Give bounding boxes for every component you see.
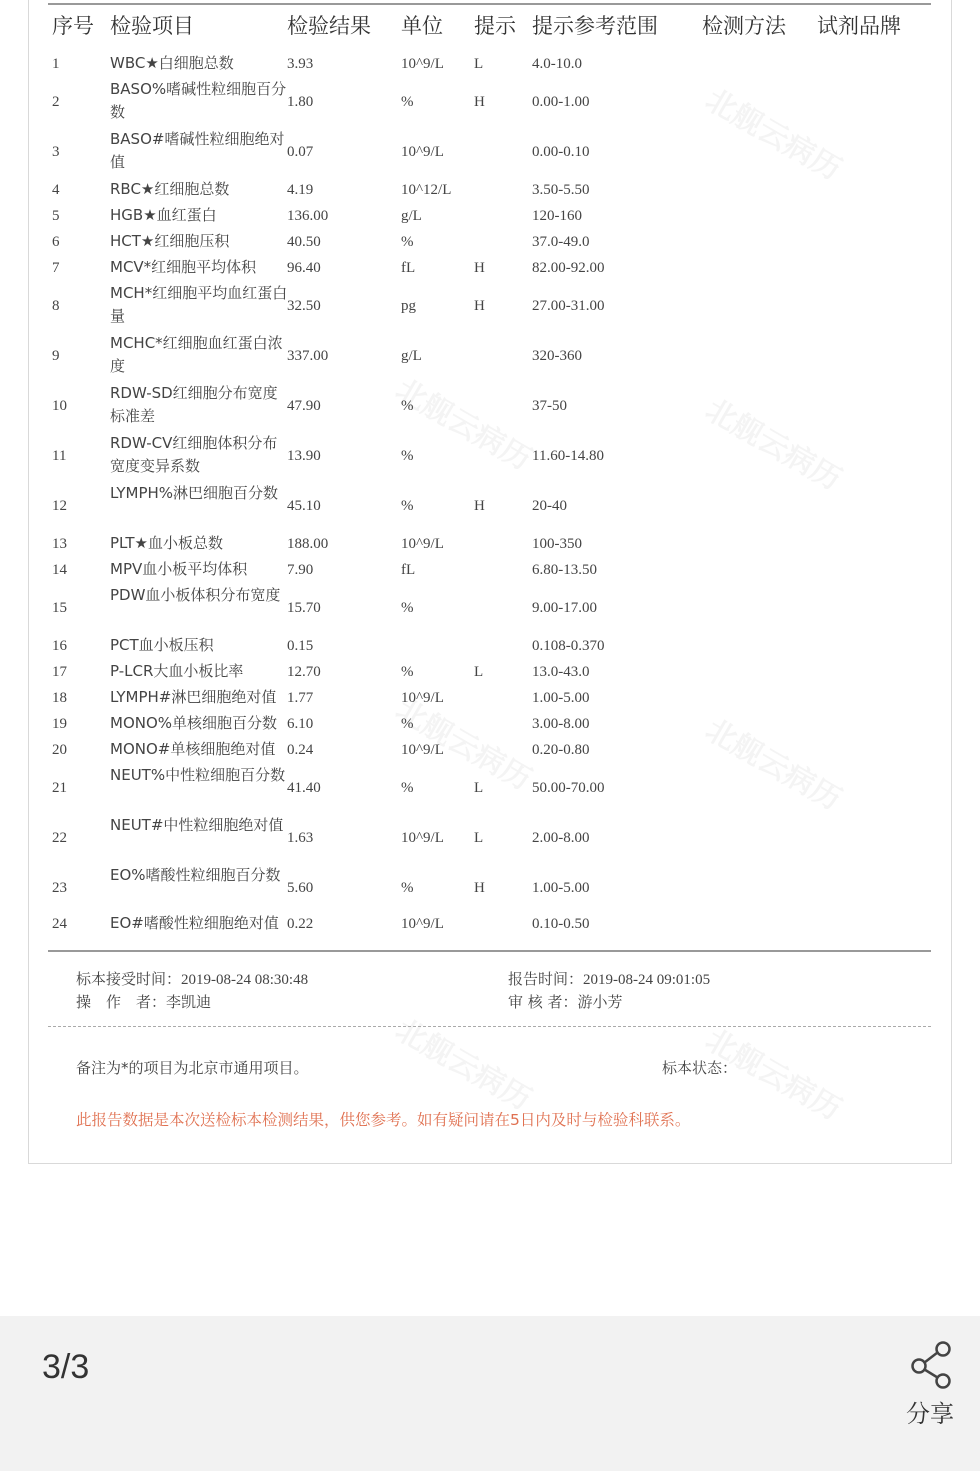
- row-result: 0.15: [287, 638, 314, 654]
- row-flag: L: [474, 830, 484, 846]
- table-row: [0, 686, 980, 710]
- row-range: 3.00-8.00: [532, 716, 590, 732]
- row-seq: 12: [52, 498, 67, 514]
- page-indicator: 3/3: [42, 1348, 90, 1386]
- report-time-line: [508, 968, 710, 989]
- table-row: [0, 204, 980, 228]
- row-item-name: MCH*红细胞平均血红蛋白量: [110, 284, 288, 325]
- row-range: 0.00-1.00: [532, 94, 590, 110]
- row-seq: 13: [52, 536, 67, 552]
- row-result: 1.80: [287, 94, 314, 110]
- receive-label: 标本接受时间：: [76, 970, 182, 988]
- row-result: 1.77: [287, 690, 314, 706]
- row-result: 12.70: [287, 664, 321, 680]
- table-row: [0, 382, 980, 432]
- table-bottom-rule: [48, 950, 931, 952]
- row-seq: 19: [52, 716, 67, 732]
- row-flag: L: [474, 780, 484, 796]
- row-result: 40.50: [287, 234, 321, 250]
- row-result: 5.60: [287, 880, 314, 896]
- row-range: 120-160: [532, 208, 582, 224]
- row-item-name: BASO%嗜碱性粒细胞百分数: [110, 80, 287, 121]
- row-unit: 10^9/L: [401, 56, 444, 72]
- table-row: [0, 230, 980, 254]
- row-range: 37.0-49.0: [532, 234, 590, 250]
- row-item-name: MONO#单核细胞绝对值: [110, 740, 276, 758]
- reviewer-name: 游小芳: [577, 993, 623, 1011]
- share-button[interactable]: [902, 1340, 962, 1394]
- row-unit: 10^9/L: [401, 144, 444, 160]
- row-item-name: EO#嗜酸性粒细胞绝对值: [110, 914, 279, 932]
- row-range: 11.60-14.80: [532, 448, 604, 464]
- row-flag: H: [474, 880, 485, 896]
- table-top-rule: [48, 3, 931, 5]
- row-flag: H: [474, 498, 485, 514]
- row-unit: 10^12/L: [401, 182, 452, 198]
- row-result: 13.90: [287, 448, 321, 464]
- row-result: 0.07: [287, 144, 314, 160]
- row-unit: fL: [401, 260, 416, 276]
- operator-line: [76, 991, 211, 1012]
- row-seq: 7: [52, 260, 60, 276]
- row-range: 0.108-0.370: [532, 638, 605, 654]
- row-seq: 1: [52, 56, 60, 72]
- row-result: 4.19: [287, 182, 314, 198]
- header-result: 检验结果: [287, 14, 371, 38]
- row-unit: %: [401, 600, 414, 616]
- row-seq: 17: [52, 664, 67, 680]
- remark-text: 备注为*的项目为北京市通用项目。: [76, 1059, 309, 1077]
- row-item-name: MPV血小板平均体积: [110, 560, 248, 578]
- row-seq: 24: [52, 916, 67, 932]
- receive-time: 2019-08-24 08:30:48: [181, 972, 309, 988]
- report-time: 2019-08-24 09:01:05: [583, 972, 711, 988]
- header-item: 检验项目: [110, 14, 194, 38]
- row-item-name: RDW-CV红细胞体积分布宽度变异系数: [110, 434, 278, 475]
- row-seq: 14: [52, 562, 67, 578]
- row-seq: 16: [52, 638, 67, 654]
- table-row: [0, 814, 980, 864]
- row-item-name: HGB★血红蛋白: [110, 206, 217, 224]
- header-flag: 提示: [474, 14, 516, 38]
- row-flag: H: [474, 298, 485, 314]
- row-unit: %: [401, 94, 414, 110]
- row-seq: 23: [52, 880, 67, 896]
- row-result: 45.10: [287, 498, 321, 514]
- row-seq: 15: [52, 600, 67, 616]
- table-row: [0, 660, 980, 684]
- bottom-toolbar: [0, 1316, 980, 1471]
- row-item-name: RBC★红细胞总数: [110, 180, 230, 198]
- row-unit: %: [401, 716, 414, 732]
- table-row: [0, 282, 980, 332]
- row-range: 1.00-5.00: [532, 690, 590, 706]
- row-range: 13.0-43.0: [532, 664, 590, 680]
- share-icon[interactable]: [908, 1375, 956, 1394]
- row-flag: H: [474, 94, 485, 110]
- share-label[interactable]: 分享: [906, 1400, 954, 1428]
- row-unit: g/L: [401, 208, 422, 224]
- row-item-name: PDW血小板体积分布宽度: [110, 586, 281, 604]
- row-result: 3.93: [287, 56, 314, 72]
- row-unit: pg: [401, 298, 416, 314]
- row-flag: L: [474, 56, 484, 72]
- row-seq: 20: [52, 742, 67, 758]
- table-row: [0, 332, 980, 382]
- reviewer-line: [508, 991, 623, 1012]
- row-result: 96.40: [287, 260, 321, 276]
- row-range: 320-360: [532, 348, 582, 364]
- report-label: 报告时间：: [508, 970, 584, 988]
- row-item-name: RDW-SD红细胞分布宽度标准差: [110, 384, 278, 425]
- row-unit: fL: [401, 562, 416, 578]
- row-item-name: WBC★白细胞总数: [110, 54, 234, 72]
- header-range: 提示参考范围: [532, 14, 658, 38]
- row-result: 136.00: [287, 208, 329, 224]
- row-range: 4.0-10.0: [532, 56, 582, 72]
- row-unit: %: [401, 498, 414, 514]
- row-result: 41.40: [287, 780, 321, 796]
- header-seq: 序号: [52, 14, 94, 38]
- disclaimer-text: 此报告数据是本次送检标本检测结果，供您参考。如有疑问请在5日内及时与检验科联系。: [76, 1111, 691, 1129]
- row-seq: 18: [52, 690, 67, 706]
- row-seq: 4: [52, 182, 60, 198]
- row-range: 3.50-5.50: [532, 182, 590, 198]
- row-seq: 22: [52, 830, 67, 846]
- table-row: [0, 584, 980, 634]
- row-range: 6.80-13.50: [532, 562, 597, 578]
- row-range: 2.00-8.00: [532, 830, 590, 846]
- table-row: [0, 558, 980, 582]
- row-item-name: MCHC*红细胞血红蛋白浓度: [110, 334, 283, 375]
- row-unit: g/L: [401, 348, 422, 364]
- table-row: [0, 738, 980, 762]
- row-flag: H: [474, 260, 485, 276]
- row-seq: 6: [52, 234, 60, 250]
- row-unit: 10^9/L: [401, 536, 444, 552]
- row-item-name: PCT血小板压积: [110, 636, 214, 654]
- row-item-name: NEUT%中性粒细胞百分数: [110, 766, 286, 784]
- row-seq: 3: [52, 144, 60, 160]
- operator-name: 李凯迪: [166, 993, 212, 1011]
- table-row: [0, 532, 980, 556]
- operator-label: 操 作 者：: [76, 993, 167, 1011]
- row-unit: %: [401, 664, 414, 680]
- row-item-name: PLT★血小板总数: [110, 534, 223, 552]
- row-result: 7.90: [287, 562, 314, 578]
- row-unit: 10^9/L: [401, 916, 444, 932]
- row-result: 15.70: [287, 600, 321, 616]
- table-row: [0, 912, 980, 936]
- row-range: 0.10-0.50: [532, 916, 590, 932]
- table-row: [0, 482, 980, 532]
- row-result: 0.24: [287, 742, 314, 758]
- row-seq: 8: [52, 298, 60, 314]
- table-row: [0, 128, 980, 178]
- row-result: 1.63: [287, 830, 314, 846]
- row-unit: 10^9/L: [401, 690, 444, 706]
- receive-time-line: [76, 968, 308, 989]
- table-row: [0, 178, 980, 202]
- row-range: 0.20-0.80: [532, 742, 590, 758]
- row-item-name: NEUT#中性粒细胞绝对值: [110, 816, 284, 834]
- reviewer-label: 审 核 者：: [508, 993, 578, 1011]
- row-seq: 11: [52, 448, 67, 464]
- table-row: [0, 256, 980, 280]
- row-result: 6.10: [287, 716, 314, 732]
- header-brand: 试剂品牌: [817, 14, 901, 38]
- row-item-name: BASO#嗜碱性粒细胞绝对值: [110, 130, 285, 171]
- table-row: [0, 52, 980, 76]
- row-item-name: MCV*红细胞平均体积: [110, 258, 257, 276]
- header-method: 检测方法: [702, 14, 786, 38]
- dashed-divider: [48, 1026, 931, 1027]
- row-result: 337.00: [287, 348, 329, 364]
- row-result: 32.50: [287, 298, 321, 314]
- row-seq: 9: [52, 348, 60, 364]
- row-unit: 10^9/L: [401, 830, 444, 846]
- row-seq: 2: [52, 94, 60, 110]
- specimen-status-label: 标本状态：: [662, 1059, 738, 1077]
- table-row: [0, 764, 980, 814]
- row-seq: 10: [52, 398, 67, 414]
- row-item-name: EO%嗜酸性粒细胞百分数: [110, 866, 281, 884]
- row-result: 188.00: [287, 536, 329, 552]
- row-result: 47.90: [287, 398, 321, 414]
- row-seq: 21: [52, 780, 67, 796]
- row-item-name: P-LCR大血小板比率: [110, 662, 244, 680]
- header-unit: 单位: [401, 14, 443, 38]
- table-row: [0, 432, 980, 482]
- row-range: 100-350: [532, 536, 582, 552]
- row-range: 37-50: [532, 398, 567, 414]
- row-unit: %: [401, 448, 414, 464]
- row-item-name: LYMPH#淋巴细胞绝对值: [110, 688, 277, 706]
- row-item-name: HCT★红细胞压积: [110, 232, 230, 250]
- row-range: 0.00-0.10: [532, 144, 590, 160]
- table-row: [0, 78, 980, 128]
- row-flag: L: [474, 664, 484, 680]
- row-range: 50.00-70.00: [532, 780, 605, 796]
- table-row: [0, 712, 980, 736]
- row-unit: %: [401, 234, 414, 250]
- row-unit: %: [401, 398, 414, 414]
- row-range: 20-40: [532, 498, 567, 514]
- row-range: 9.00-17.00: [532, 600, 597, 616]
- row-seq: 5: [52, 208, 60, 224]
- row-unit: 10^9/L: [401, 742, 444, 758]
- row-unit: %: [401, 880, 414, 896]
- row-range: 1.00-5.00: [532, 880, 590, 896]
- row-item-name: MONO%单核细胞百分数: [110, 714, 278, 732]
- table-row: [0, 864, 980, 914]
- row-item-name: LYMPH%淋巴细胞百分数: [110, 484, 279, 502]
- table-row: [0, 634, 980, 658]
- row-unit: %: [401, 780, 414, 796]
- row-range: 82.00-92.00: [532, 260, 605, 276]
- row-result: 0.22: [287, 916, 314, 932]
- row-range: 27.00-31.00: [532, 298, 605, 314]
